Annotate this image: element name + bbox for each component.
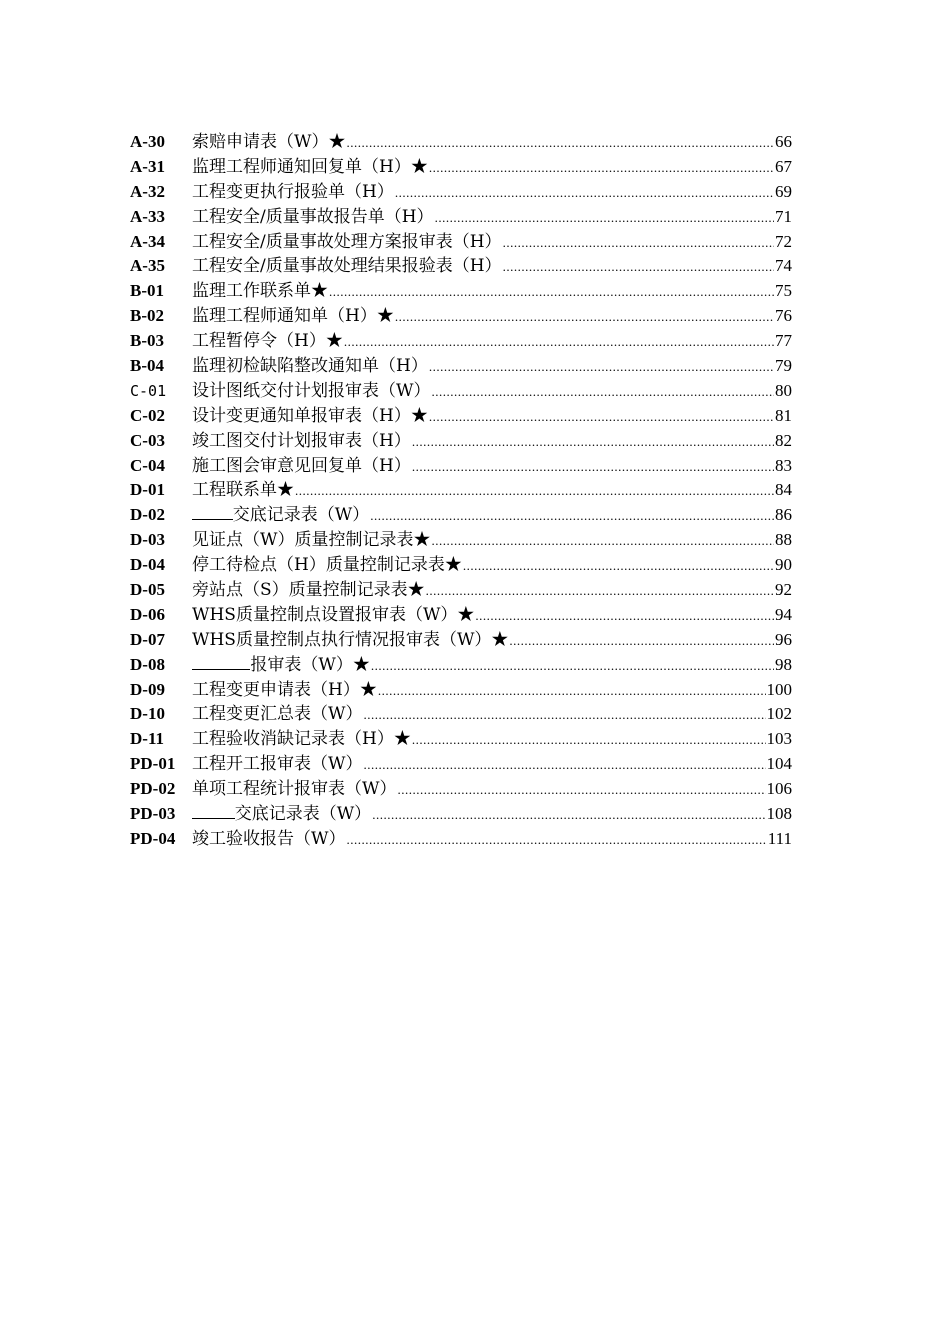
entry-page-number: 71	[775, 206, 792, 226]
dot-leader	[503, 231, 774, 256]
toc-entry-d-01[interactable]	[130, 478, 792, 503]
entry-title: 停工待检点（H）质量控制记录表★	[192, 555, 462, 576]
entry-title: 监理工程师通知单（H）★	[192, 306, 394, 327]
entry-code: D-04	[130, 555, 165, 575]
entry-code: C-02	[130, 405, 165, 425]
entry-title: 报审表（W）★	[250, 654, 370, 675]
entry-code: A-35	[130, 256, 165, 276]
entry-title: 设计图纸交付计划报审表（W）	[192, 380, 431, 401]
dot-leader	[363, 703, 765, 728]
toc-entry-d-02[interactable]	[130, 503, 792, 528]
dot-leader	[329, 280, 774, 305]
entry-page-number: 92	[775, 580, 792, 600]
entry-title: WHS质量控制点设置报审表（W）★	[192, 604, 475, 625]
dot-leader	[346, 131, 774, 156]
entry-page-number: 98	[775, 654, 792, 674]
entry-title: 监理工作联系单★	[192, 281, 328, 302]
toc-entry-d-05[interactable]	[130, 578, 792, 603]
dot-leader	[344, 330, 774, 355]
dot-leader	[372, 803, 765, 828]
entry-code: D-08	[130, 654, 165, 674]
entry-page-number: 76	[775, 306, 792, 326]
entry-page-number: 80	[775, 380, 792, 400]
toc-entry-d-06[interactable]	[130, 603, 792, 628]
entry-page-number: 84	[775, 480, 792, 500]
entry-code: D-10	[130, 704, 165, 724]
dot-leader	[503, 255, 774, 280]
entry-code: A-32	[130, 181, 165, 201]
dot-leader	[395, 305, 774, 330]
entry-title: 监理工程师通知回复单（H）★	[192, 156, 428, 177]
toc-entry-d-08[interactable]	[130, 653, 792, 678]
dot-leader	[431, 380, 774, 405]
toc-entry-a-30[interactable]	[130, 130, 792, 155]
entry-title: 工程变更执行报验单（H）	[192, 181, 394, 202]
entry-page-number: 74	[775, 256, 792, 276]
entry-code: PD-02	[130, 779, 176, 799]
dot-leader	[429, 156, 774, 181]
entry-page-number: 88	[775, 530, 792, 550]
dot-leader	[370, 504, 774, 529]
entry-code: D-11	[130, 729, 164, 749]
entry-title: 交底记录表（W）	[232, 505, 370, 526]
toc-entry-a-34[interactable]	[130, 230, 792, 255]
entry-title: 工程安全/质量事故处理方案报审表（H）	[192, 231, 502, 252]
dot-leader	[431, 529, 774, 554]
entry-page-number: 86	[775, 505, 792, 525]
entry-title: 工程变更申请表（H）★	[192, 679, 377, 700]
toc-entry-d-03[interactable]	[130, 528, 792, 553]
entry-code: D-02	[130, 505, 165, 525]
entry-code: D-07	[130, 629, 165, 649]
entry-code: D-06	[130, 604, 165, 624]
toc-entry-d-04[interactable]	[130, 553, 792, 578]
fill-in-blank	[192, 503, 233, 520]
entry-code: C-04	[130, 455, 165, 475]
entry-code: B-03	[130, 331, 164, 351]
entry-code: C-01	[130, 381, 167, 400]
entry-page-number: 94	[775, 604, 792, 624]
entry-code: B-04	[130, 356, 164, 376]
toc-entry-d-11[interactable]	[130, 727, 792, 752]
entry-title: 工程暂停令（H）★	[192, 331, 343, 352]
toc-entry-d-09[interactable]	[130, 678, 792, 703]
toc-entry-pd-03[interactable]	[130, 802, 792, 827]
dot-leader	[295, 479, 774, 504]
entry-page-number: 102	[766, 704, 792, 724]
entry-page-number: 103	[766, 729, 792, 749]
entry-page-number: 111	[767, 828, 792, 848]
entry-title: 设计变更通知单报审表（H）★	[192, 405, 428, 426]
entry-page-number: 81	[775, 405, 792, 425]
toc-entry-c-04[interactable]	[130, 454, 792, 479]
entry-title: WHS质量控制点执行情况报审表（W）★	[192, 629, 509, 650]
dot-leader	[412, 455, 774, 480]
entry-title: 竣工验收报告（W）	[192, 828, 346, 849]
entry-code: PD-01	[130, 754, 176, 774]
toc-entry-b-02[interactable]	[130, 304, 792, 329]
entry-title: 工程安全/质量事故处理结果报验表（H）	[192, 256, 502, 277]
entry-title: 见证点（W）质量控制记录表★	[192, 530, 431, 551]
toc-entry-pd-01[interactable]	[130, 752, 792, 777]
entry-code: B-02	[130, 306, 164, 326]
entry-page-number: 67	[775, 156, 792, 176]
toc-entry-a-33[interactable]	[130, 205, 792, 230]
entry-page-number: 104	[766, 754, 792, 774]
entry-page-number: 69	[775, 181, 792, 201]
dot-leader	[463, 554, 774, 579]
entry-title: 工程安全/质量事故报告单（H）	[192, 206, 434, 227]
toc-entry-d-10[interactable]	[130, 702, 792, 727]
toc-entry-b-01[interactable]	[130, 279, 792, 304]
entry-title: 工程验收消缺记录表（H）★	[192, 729, 411, 750]
dot-leader	[363, 753, 765, 778]
dot-leader	[429, 355, 774, 380]
entry-code: D-09	[130, 679, 165, 699]
entry-page-number: 82	[775, 430, 792, 450]
entry-title: 监理初检缺陷整改通知单（H）	[192, 356, 428, 377]
toc-entry-c-03[interactable]	[130, 429, 792, 454]
toc-entry-a-32[interactable]	[130, 180, 792, 205]
entry-code: D-03	[130, 530, 165, 550]
toc-entry-b-04[interactable]	[130, 354, 792, 379]
dot-leader	[412, 430, 774, 455]
entry-title: 工程变更汇总表（W）	[192, 704, 363, 725]
entry-page-number: 75	[775, 281, 792, 301]
entry-page-number: 83	[775, 455, 792, 475]
entry-page-number: 96	[775, 629, 792, 649]
entry-code: PD-03	[130, 804, 176, 824]
entry-page-number: 79	[775, 356, 792, 376]
entry-code: PD-04	[130, 828, 176, 848]
entry-title: 工程联系单★	[192, 480, 294, 501]
toc-entry-b-03[interactable]	[130, 329, 792, 354]
dot-leader	[346, 828, 766, 853]
entry-title: 单项工程统计报审表（W）	[192, 779, 397, 800]
toc-entry-c-01[interactable]	[130, 379, 792, 404]
entry-page-number: 100	[766, 679, 792, 699]
dot-leader	[429, 405, 774, 430]
entry-title: 竣工图交付计划报审表（H）	[192, 430, 411, 451]
dot-leader	[509, 629, 774, 654]
toc-entry-a-35[interactable]	[130, 254, 792, 279]
fill-in-blank	[192, 802, 235, 819]
entry-page-number: 108	[766, 804, 792, 824]
toc-entry-d-07[interactable]	[130, 628, 792, 653]
entry-page-number: 106	[766, 779, 792, 799]
entry-page-number: 66	[775, 132, 792, 151]
dot-leader	[378, 679, 766, 704]
toc-entry-pd-04[interactable]	[130, 827, 792, 852]
entry-page-number: 72	[775, 231, 792, 251]
entry-code: A-31	[130, 156, 165, 176]
fill-in-blank	[192, 653, 250, 670]
entry-code: B-01	[130, 281, 164, 301]
dot-leader	[371, 654, 774, 679]
dot-leader	[426, 579, 774, 604]
table-of-contents	[130, 130, 792, 852]
dot-leader	[397, 778, 765, 803]
entry-title: 施工图会审意见回复单（H）	[192, 455, 411, 476]
dot-leader	[395, 181, 774, 206]
dot-leader	[475, 604, 774, 629]
entry-page-number: 77	[775, 331, 792, 351]
toc-entry-pd-02[interactable]	[130, 777, 792, 802]
entry-title: 索赔申请表（W）★	[192, 132, 346, 152]
entry-page-number: 90	[775, 555, 792, 575]
entry-code: D-05	[130, 580, 165, 600]
dot-leader	[412, 728, 766, 753]
entry-title: 工程开工报审表（W）	[192, 754, 363, 775]
entry-code: A-34	[130, 231, 165, 251]
entry-code: A-30	[130, 132, 165, 151]
entry-code: A-33	[130, 206, 165, 226]
toc-entry-a-31[interactable]	[130, 155, 792, 180]
entry-title: 交底记录表（W）	[234, 804, 372, 825]
toc-entry-c-02[interactable]	[130, 404, 792, 429]
entry-code: D-01	[130, 480, 165, 500]
dot-leader	[435, 206, 774, 231]
entry-title: 旁站点（S）质量控制记录表★	[192, 580, 425, 601]
entry-code: C-03	[130, 430, 165, 450]
